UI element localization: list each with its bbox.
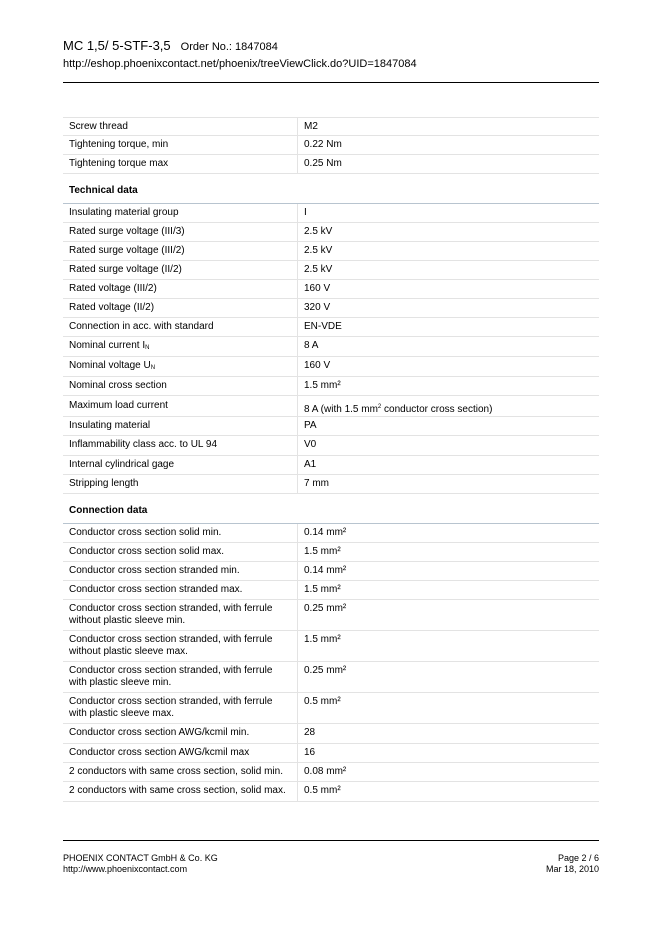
table-row: [63, 299, 599, 318]
row-value: V0: [297, 436, 599, 455]
table-row: [63, 377, 599, 396]
row-value: PA: [297, 417, 599, 435]
company-website[interactable]: http://www.phoenixcontact.com: [63, 864, 188, 874]
table-row: [63, 724, 599, 744]
label-line-1: Conductor cross section stranded, with ferrule: [69, 665, 273, 676]
row-label: 2 conductors with same cross section, solid max.: [69, 785, 286, 796]
row-label: [63, 662, 297, 692]
table-row: [63, 581, 599, 600]
row-value: 0.08 mm²: [297, 763, 599, 781]
label-line-2: without plastic sleeve max.: [69, 646, 188, 657]
row-label: Conductor cross section stranded min.: [69, 565, 240, 576]
print-date: Mar 18, 2010: [545, 864, 599, 874]
value-text: 8 A (with 1.5 mm: [304, 404, 378, 415]
company-name: PHOENIX CONTACT GmbH & Co. KG: [63, 853, 218, 863]
row-label: [63, 693, 297, 723]
table-row-nominal-voltage: [63, 357, 599, 377]
section-heading-connection: Connection data: [63, 494, 599, 524]
row-value: 8 A: [297, 337, 599, 356]
table-row-tall: [63, 600, 599, 631]
label-line-1: Conductor cross section stranded, with ferrule: [69, 634, 273, 645]
row-value: 0.14 mm²: [297, 562, 599, 580]
row-label: [63, 357, 297, 376]
row-value: I: [297, 204, 599, 222]
row-label: Connection in acc. with standard: [69, 321, 214, 332]
page-header: [63, 38, 599, 71]
row-label: [63, 600, 297, 630]
footer-right: [546, 853, 599, 875]
row-label: Insulating material: [69, 420, 151, 431]
label-line-2: with plastic sleeve min.: [69, 677, 172, 688]
row-value: 1.5 mm²: [297, 377, 599, 395]
table-row: [63, 417, 599, 436]
title-line: [63, 38, 599, 55]
product-url[interactable]: http://eshop.phoenixcontact.net/phoenix/treeViewClick.do?UID=1847084: [63, 58, 417, 70]
header-divider: [63, 82, 599, 83]
order-number: Order No.: 1847084: [180, 41, 278, 53]
table-row: [63, 155, 599, 174]
table-row: [63, 223, 599, 242]
row-value: 160 V: [297, 357, 599, 376]
value-text-suffix: conductor cross section): [381, 404, 493, 415]
row-value: [297, 396, 599, 416]
row-value: 28: [297, 724, 599, 743]
row-label: 2 conductors with same cross section, solid min.: [69, 766, 283, 777]
page-number: Page 2 / 6: [557, 853, 599, 863]
spec-table: [63, 117, 599, 802]
row-label: Rated voltage (II/2): [69, 302, 155, 313]
footer-divider: [63, 840, 599, 841]
row-value: M2: [297, 118, 599, 135]
row-value: EN-VDE: [297, 318, 599, 336]
label-line-1: Conductor cross section stranded, with ferrule: [69, 696, 273, 707]
row-label: Conductor cross section solid min.: [69, 527, 222, 538]
row-label: Conductor cross section AWG/kcmil min.: [69, 727, 250, 738]
table-row: [63, 543, 599, 562]
table-row: [63, 436, 599, 456]
row-value: 160 V: [297, 280, 599, 298]
row-label: Tightening torque, min: [69, 139, 169, 150]
label-line-1: Conductor cross section stranded, with ferrule: [69, 603, 273, 614]
label-subscript: N: [150, 365, 156, 371]
row-value: 0.25 mm²: [297, 662, 599, 692]
row-value: 1.5 mm²: [297, 543, 599, 561]
table-row: [63, 763, 599, 782]
table-row: [63, 318, 599, 337]
value-superscript: 2: [377, 404, 382, 410]
table-row: [63, 744, 599, 763]
row-label: Rated surge voltage (III/3): [69, 226, 185, 237]
row-value: 1.5 mm²: [297, 631, 599, 661]
table-row: [63, 280, 599, 299]
label-subscript: N: [145, 345, 150, 351]
table-row: [63, 261, 599, 280]
table-row: [63, 475, 599, 494]
row-value: A1: [297, 456, 599, 474]
row-value: 2.5 kV: [297, 223, 599, 241]
table-row: [63, 456, 599, 475]
row-label: Rated surge voltage (II/2): [69, 264, 182, 275]
row-value: 320 V: [297, 299, 599, 317]
row-label: Conductor cross section stranded max.: [69, 584, 243, 595]
row-label: Inflammability class acc. to UL 94: [69, 439, 218, 450]
row-label: Screw thread: [69, 121, 128, 132]
row-value: 0.5 mm²: [297, 693, 599, 723]
table-row-tall: [63, 631, 599, 662]
row-value: 1.5 mm²: [297, 581, 599, 599]
table-row-tall: [63, 693, 599, 724]
row-label: Rated surge voltage (III/2): [69, 245, 185, 256]
table-row: [63, 782, 599, 802]
table-row: [63, 562, 599, 581]
row-value: 0.22 Nm: [297, 136, 599, 154]
row-value: 0.5 mm²: [297, 782, 599, 801]
table-row: [63, 136, 599, 155]
table-row: [63, 204, 599, 223]
table-row: [63, 242, 599, 261]
row-value: 16: [297, 744, 599, 762]
row-value: 2.5 kV: [297, 242, 599, 260]
table-row-max-load: [63, 396, 599, 417]
row-label: Internal cylindrical gage: [69, 459, 175, 470]
label-line-2: with plastic sleeve max.: [69, 708, 175, 719]
row-value: 7 mm: [297, 475, 599, 493]
row-label: [63, 337, 297, 356]
row-label: [63, 631, 297, 661]
row-label: Nominal cross section: [69, 380, 167, 391]
row-value: 0.25 mm²: [297, 600, 599, 630]
row-label: Conductor cross section solid max.: [69, 546, 225, 557]
table-row-nominal-current: [63, 337, 599, 357]
row-value: 0.25 Nm: [297, 155, 599, 173]
row-label: Rated voltage (III/2): [69, 283, 157, 294]
table-row: [63, 524, 599, 543]
row-value: 0.14 mm²: [297, 524, 599, 542]
label-text: Nominal current I: [69, 340, 146, 351]
label-line-2: without plastic sleeve min.: [69, 615, 186, 626]
section-heading-technical: Technical data: [63, 174, 599, 204]
table-row-tall: [63, 662, 599, 693]
footer-left: [63, 853, 218, 875]
row-label: Stripping length: [69, 478, 139, 489]
row-value: 2.5 kV: [297, 261, 599, 279]
row-label: Tightening torque max: [69, 158, 169, 169]
table-row: [63, 117, 599, 136]
label-text: Nominal voltage U: [69, 360, 151, 371]
product-title: MC 1,5/ 5-STF-3,5: [63, 38, 171, 53]
row-label: Conductor cross section AWG/kcmil max: [69, 747, 250, 758]
row-label: Insulating material group: [69, 207, 179, 218]
row-label: Maximum load current: [69, 400, 168, 411]
